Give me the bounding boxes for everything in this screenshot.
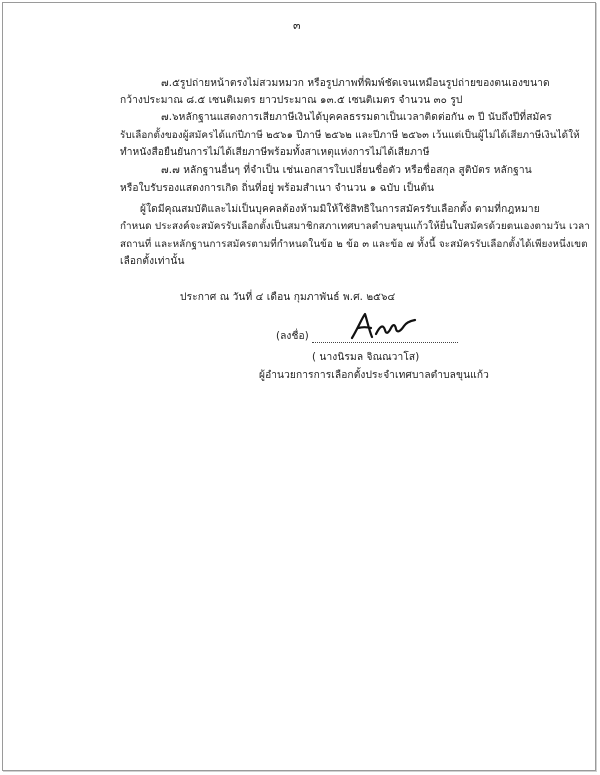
- paragraph-7-7-line-2: หรือใบรับรองแสดงการเกิด ถิ่นที่อยู่ พร้อมสำเนา จำนวน ๑ ฉบับ เป็นต้น: [120, 183, 435, 194]
- paragraph-qualification-line-4: เลือกตั้งเท่านั้น: [120, 256, 185, 267]
- paragraph-qualification-line-2: กำหนด ประสงค์จะสมัครรับเลือกตั้งเป็นสมาชิกสภาเทศบาลตำบลขุนแก้วให้ยื่นใบสมัครด้วยตนเองตามวัน เวลา: [120, 221, 590, 232]
- paragraph-7-6-line-1: ๗.๖หลักฐานแสดงการเสียภาษีเงินได้บุคคลธรรมดาเป็นเวลาติดต่อกัน ๓ ปี นับถึงปีที่สมัคร: [161, 112, 552, 123]
- signer-name: ( นางนิรมล จิณณวาโส): [312, 352, 420, 363]
- page-number: ๓: [293, 19, 301, 32]
- paragraph-7-7-line-1: ๗.๗ หลักฐานอื่นๆ ที่จำเป็น เช่นเอกสารใบเปลี่ยนชื่อตัว หรือชื่อสกุล สูติบัตร หลักฐาน: [161, 165, 532, 176]
- paragraph-7-6-line-2: รับเลือกตั้งของผู้สมัครได้แก่ปีภาษี ๒๕๖๑ ปีภาษี ๒๕๖๒ และปีภาษี ๒๕๖๓ เว้นแต่เป็นผู้ไม่ได้เสียภาษีเงินได้ให้: [120, 130, 580, 141]
- announcement-date: ประกาศ ณ วันที่ ๔ เดือน กุมภาพันธ์ พ.ศ. ๒๕๖๔: [180, 292, 396, 303]
- paragraph-7-6-line-3: ทำหนังสือยืนยันการไม่ได้เสียภาษีพร้อมทั้งสาเหตุแห่งการไม่ได้เสียภาษี: [120, 147, 430, 158]
- paragraph-qualification-line-1: ผู้ใดมีคุณสมบัติและไม่เป็นบุคคลต้องห้ามมิให้ใช้สิทธิในการสมัครรับเลือกตั้ง ตามที่กฎหมาย: [140, 204, 540, 215]
- signer-position: ผู้อำนวยการการเลือกตั้งประจำเทศบาลตำบลขุนแก้ว: [259, 370, 489, 381]
- signature-label: (ลงชื่อ): [276, 331, 309, 342]
- paragraph-7-5-line-2: กว้างประมาณ ๘.๕ เซนติเมตร ยาวประมาณ ๑๓.๕ เซนติเมตร จำนวน ๓๐ รูป: [120, 95, 463, 106]
- paragraph-qualification-line-3: สถานที่ และหลักฐานการสมัครตามที่กำหนดในข้อ ๒ ข้อ ๓ และข้อ ๗ ทั้งนี้ จะสมัครรับเลือกตั้งได้เพียงหนึ่งเขต: [120, 239, 588, 250]
- handwritten-signature: [348, 310, 418, 344]
- signature-line: [312, 342, 458, 343]
- paragraph-7-5-line-1: ๗.๕รูปถ่ายหน้าตรงไม่สวมหมวก หรือรูปภาพที่พิมพ์ชัดเจนเหมือนรูปถ่ายของตนเองขนาด: [161, 78, 550, 89]
